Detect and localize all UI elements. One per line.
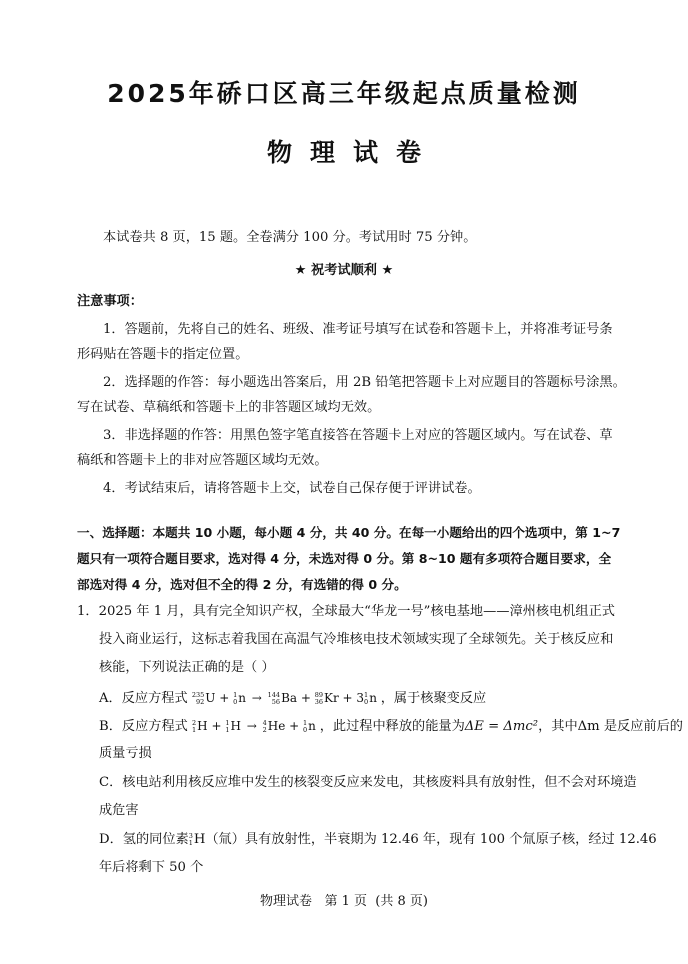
q1-option-d-line-2: 年后将剩下 50 个 (99, 860, 204, 875)
q1-stem-line-3: 核能，下列说法正确的是（ ） (99, 660, 275, 675)
notice-item-1-line-2: 形码贴在答题卡的指定位置。 (77, 347, 249, 362)
page-title: 2025年硚口区高三年级起点质量检测 (107, 79, 581, 108)
q1-option-d[interactable]: D．氢的同位素 3 1 H（氚）具有放射性，半衰期为 12.46 年，现有 100 个氚原子核，经过 12.46 (99, 831, 657, 847)
page-footer: 物理试卷 第 1 页 (共 8 页) (260, 894, 428, 909)
notice-item-2-line-2: 写在试卷、草稿纸和答题卡上的非答题区域均无效。 (77, 400, 381, 415)
section-line-3: 部选对得 4 分，选对但不全的得 2 分，有选错的得 0 分。 (77, 577, 407, 592)
intro-text: 本试卷共 8 页，15 题。全卷满分 100 分。考试用时 75 分钟。 (103, 230, 477, 245)
notice-item-3-line-2: 稿纸和答题卡上的非对应答题区域均无效。 (77, 453, 328, 468)
section-line-1: 一、选择题：本题共 10 小题，每小题 4 分，共 40 分。在每一小题给出的四个选项中，第 1~7 (77, 525, 621, 540)
q1-option-b-line-2: 质量亏损 (99, 746, 152, 761)
notice-item-4: 4．考试结束后，请将答题卡上交，试卷自己保存便于评讲试卷。 (103, 481, 481, 496)
good-luck-text: ★ 祝考试顺利 ★ (294, 263, 394, 278)
notice-heading: 注意事项： (77, 294, 143, 309)
q1-option-b[interactable]: B．反应方程式 2 1 H + 1 1 H → 4 2 He + 1 0 n ，此过程中释放的能量为ΔE = Δmc²，其中Δm 是反应前后的 (99, 718, 683, 734)
energy-formula: ΔE = Δmc² (464, 719, 539, 734)
section-line-2: 题只有一项符合题目要求，选对得 4 分，未选对得 0 分。第 8~10 题有多项符合题目要求，全 (77, 551, 612, 566)
q1-option-c-line-1[interactable]: C．核电站利用核反应堆中发生的核裂变反应来发电，其核废料具有放射性，但不会对环境造 (99, 775, 637, 790)
notice-item-3-line-1: 3．非选择题的作答：用黑色签字笔直接答在答题卡上对应的答题区域内。写在试卷、草 (103, 428, 613, 443)
q1-option-c-line-2: 成危害 (99, 803, 139, 818)
fusion-equation: 2 1 H + 1 1 H → 4 2 He + 1 0 n (192, 718, 320, 734)
notice-item-1-line-1: 1．答题前，先将自己的姓名、班级、准考证号填写在试卷和答题卡上，并将准考证号条 (103, 322, 613, 337)
notice-item-2-line-1: 2．选择题的作答：每小题选出答案后，用 2B 铅笔把答题卡上对应题目的答题标号涂黑。 (103, 375, 626, 390)
q1-option-a[interactable]: A．反应方程式 235 92 U + 1 0 n → 144 56 Ba + 89 36 Kr + 3 1 0 n ，属于核聚变反应 (99, 690, 487, 706)
page-subtitle: 物理试卷 (266, 138, 439, 167)
tritium-symbol: 3 1 H (188, 831, 206, 847)
fission-equation: 235 92 U + 1 0 n → 144 56 Ba + 89 36 Kr + 3 1 0 n (191, 690, 381, 706)
q1-stem-line-2: 投入商业运行，这标志着我国在高温气冷堆核电技术领域实现了全球领先。关于核反应和 (99, 632, 614, 647)
q1-stem-line-1: 1．2025 年 1 月，具有完全知识产权，全球最大“华龙一号”核电基地——漳州核电机组正式 (77, 604, 615, 619)
